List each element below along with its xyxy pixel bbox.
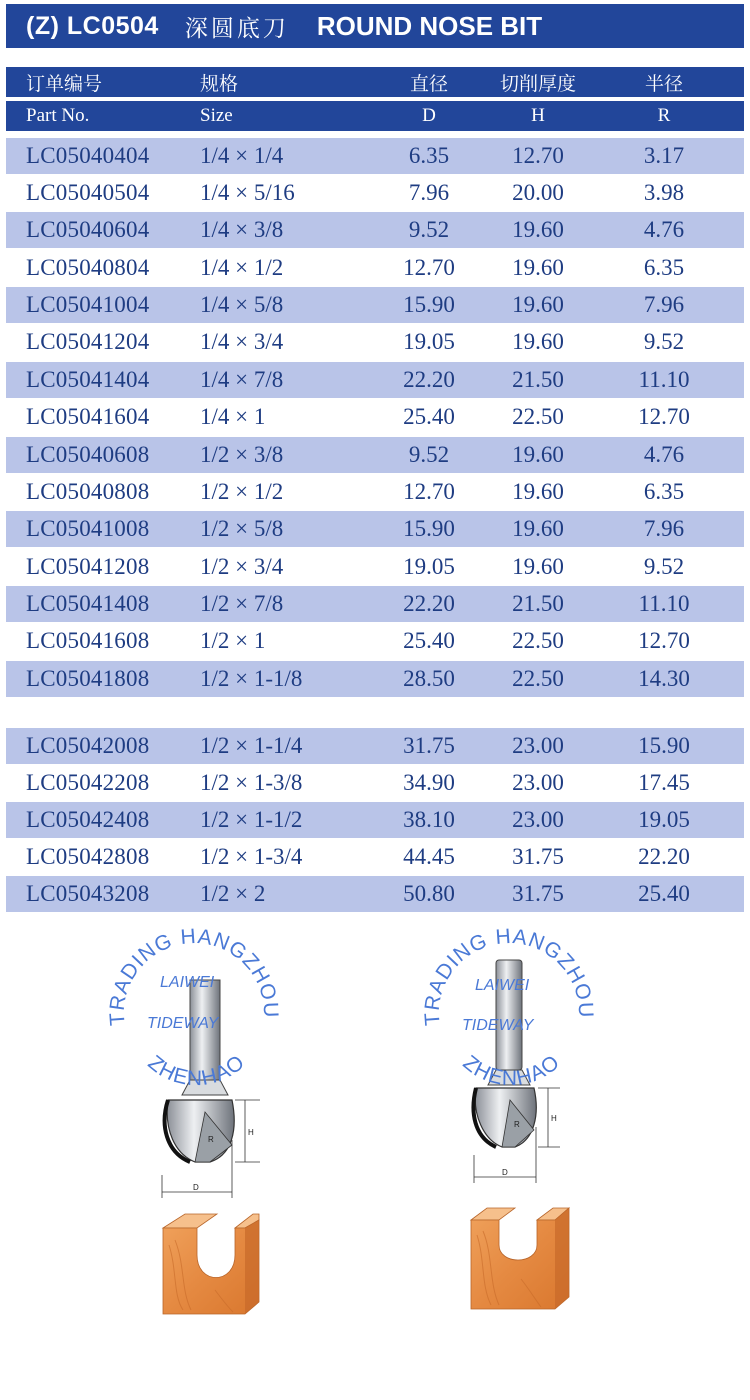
cutting-height: 23.00 [512, 807, 564, 832]
radius: 22.20 [638, 844, 690, 869]
radius: 6.35 [643, 479, 685, 504]
radius: 9.52 [643, 329, 685, 354]
cutting-height: 19.60 [512, 554, 564, 579]
radius: 11.10 [638, 367, 690, 392]
cutting-height: 19.60 [512, 442, 564, 467]
diameter: 12.70 [403, 255, 455, 280]
radius: 3.17 [643, 143, 685, 168]
size: 1/4 × 5/8 [200, 292, 284, 317]
diameter: 22.20 [403, 591, 455, 616]
part-number: LC05041008 [26, 516, 150, 541]
watermark-seal [105, 920, 285, 1100]
part-number: LC05041004 [26, 292, 150, 317]
table-row [6, 765, 744, 801]
part-number: LC05042408 [26, 807, 150, 832]
wood-profile [465, 1205, 575, 1313]
cutting-height: 22.50 [512, 666, 564, 691]
size: 1/4 × 1 [200, 404, 266, 429]
radius: 14.30 [638, 666, 690, 691]
table-row [6, 839, 744, 875]
product-code: (Z) LC0504 [26, 11, 159, 40]
radius: 12.70 [638, 404, 690, 429]
table-header-en [6, 101, 744, 131]
table-row [6, 362, 744, 398]
diameter: 22.20 [403, 367, 455, 392]
diameter: 12.70 [403, 479, 455, 504]
wood-top-left [163, 1214, 217, 1228]
r-label: R [514, 1120, 520, 1129]
part-number: LC05041404 [26, 367, 150, 392]
table-row [6, 623, 744, 659]
diameter: 19.05 [403, 329, 455, 354]
cutting-height: 23.00 [512, 770, 564, 795]
size: 1/2 × 2 [200, 881, 266, 906]
header-part-en: Part No. [26, 105, 90, 126]
part-number: LC05042008 [26, 733, 150, 758]
table-row [6, 511, 744, 547]
table-row [6, 437, 744, 473]
d-label: D [193, 1183, 199, 1192]
diameter: 6.35 [408, 143, 450, 168]
diameter: 15.90 [403, 516, 455, 541]
header-size-en: Size [200, 105, 233, 126]
table-row [6, 250, 744, 286]
radius: 25.40 [638, 881, 690, 906]
header-h-cn: 切削厚度 [499, 72, 576, 95]
radius: 7.96 [643, 292, 685, 317]
cutting-height: 19.60 [512, 255, 564, 280]
size: 1/2 × 5/8 [200, 516, 284, 541]
wood-block-body [471, 1208, 569, 1309]
table-row [6, 287, 744, 323]
part-number: LC05040804 [26, 255, 150, 280]
diameter: 31.75 [403, 733, 455, 758]
size: 1/4 × 3/4 [200, 329, 284, 354]
radius: 7.96 [643, 516, 685, 541]
radius: 12.70 [638, 628, 690, 653]
diameter: 28.50 [403, 666, 455, 691]
header-h-en: H [531, 105, 545, 126]
radius: 17.45 [638, 770, 690, 795]
table-row [6, 802, 744, 838]
wood-block-body [163, 1220, 259, 1314]
radius: 4.76 [643, 442, 685, 467]
header-r-en: R [657, 105, 671, 126]
size: 1/2 × 3/4 [200, 554, 284, 579]
table-row [6, 212, 744, 248]
cutting-height: 19.60 [512, 292, 564, 317]
title-bar [6, 4, 744, 48]
cutting-height: 19.60 [512, 516, 564, 541]
table-header-cn [6, 67, 744, 97]
part-number: LC05041204 [26, 329, 150, 354]
cutting-height: 22.50 [512, 404, 564, 429]
size: 1/2 × 7/8 [200, 591, 284, 616]
size: 1/2 × 1 [200, 628, 266, 653]
diameter: 25.40 [403, 628, 455, 653]
diameter: 15.90 [403, 292, 455, 317]
part-number: LC05040604 [26, 217, 150, 242]
wood-side-face [245, 1220, 259, 1314]
table-row [6, 661, 744, 697]
cutting-height: 12.70 [512, 143, 564, 168]
size: 1/2 × 3/8 [200, 442, 284, 467]
radius: 4.76 [643, 217, 685, 242]
product-name-cn: 深圆底刀 [184, 15, 289, 42]
radius: 3.98 [643, 180, 685, 205]
size: 1/2 × 1-1/8 [200, 666, 303, 691]
table-row [6, 549, 744, 585]
product-name-en: ROUND NOSE BIT [316, 10, 543, 41]
diameter: 9.52 [408, 217, 450, 242]
cutting-height: 19.60 [512, 479, 564, 504]
header-size-cn: 规格 [200, 72, 239, 95]
size: 1/4 × 1/2 [200, 255, 284, 280]
size: 1/4 × 5/16 [200, 180, 295, 205]
header-d-cn: 直径 [409, 72, 448, 95]
cutting-height: 19.60 [512, 217, 564, 242]
header-d-en: D [422, 105, 436, 126]
size: 1/2 × 1-3/8 [200, 770, 303, 795]
part-number: LC05041408 [26, 591, 150, 616]
cutting-height: 20.00 [512, 180, 564, 205]
size: 1/2 × 1-1/4 [200, 733, 303, 758]
part-number: LC05042208 [26, 770, 150, 795]
cutting-height: 22.50 [512, 628, 564, 653]
part-number: LC05041608 [26, 628, 150, 653]
cutting-height: 21.50 [512, 367, 564, 392]
diameter: 44.45 [403, 844, 455, 869]
d-label: D [502, 1168, 508, 1177]
part-number: LC05041808 [26, 666, 150, 691]
radius: 15.90 [638, 733, 690, 758]
part-number: LC05040504 [26, 180, 150, 205]
part-number: LC05041208 [26, 554, 150, 579]
table-row [6, 138, 744, 174]
diameter: 50.80 [403, 881, 455, 906]
table-row [6, 175, 744, 211]
size: 1/4 × 3/8 [200, 217, 284, 242]
table-row [6, 399, 744, 435]
part-number: LC05041604 [26, 404, 150, 429]
h-label: H [248, 1128, 254, 1137]
size: 1/2 × 1-1/2 [200, 807, 303, 832]
cutting-height: 23.00 [512, 733, 564, 758]
watermark-ring-bottom: ZHENHAO [143, 1050, 250, 1091]
cutting-height: 31.75 [512, 844, 564, 869]
header-r-cn: 半径 [644, 72, 683, 95]
watermark-line-1: LAIWEI [475, 977, 530, 994]
watermark-ring-top: TRADING HANGZHOU [420, 924, 598, 1027]
part-number: LC05043208 [26, 881, 150, 906]
watermark-line-2: TIDEWAY [462, 1017, 534, 1034]
table-row [6, 876, 744, 912]
table-row [6, 728, 744, 764]
diameter: 19.05 [403, 554, 455, 579]
size: 1/4 × 7/8 [200, 367, 284, 392]
radius: 9.52 [643, 554, 685, 579]
part-number: LC05040404 [26, 143, 150, 168]
table-row [6, 324, 744, 360]
watermark-line-1: LAIWEI [160, 974, 215, 991]
size: 1/4 × 1/4 [200, 143, 284, 168]
watermark-line-2: TIDEWAY [147, 1015, 219, 1032]
cutting-height: 31.75 [512, 881, 564, 906]
radius: 11.10 [638, 591, 690, 616]
watermark-ring-bottom: ZHENHAO [458, 1050, 565, 1091]
r-label: R [208, 1135, 214, 1144]
diameter: 34.90 [403, 770, 455, 795]
wood-profile [155, 1210, 265, 1318]
wood-side-face [555, 1208, 569, 1309]
radius: 6.35 [643, 255, 685, 280]
watermark-ring-top: TRADING HANGZHOU [105, 924, 283, 1027]
table-row [6, 586, 744, 622]
diameter: 9.52 [408, 442, 450, 467]
watermark-seal [420, 920, 600, 1100]
radius: 19.05 [638, 807, 690, 832]
h-label: H [551, 1114, 557, 1123]
wood-top-left [471, 1208, 515, 1220]
size: 1/2 × 1/2 [200, 479, 284, 504]
part-number: LC05042808 [26, 844, 150, 869]
size: 1/2 × 1-3/4 [200, 844, 303, 869]
part-number: LC05040808 [26, 479, 150, 504]
part-number: LC05040608 [26, 442, 150, 467]
diameter: 38.10 [403, 807, 455, 832]
diameter: 7.96 [408, 180, 450, 205]
header-part-cn: 订单编号 [26, 72, 103, 95]
cutting-height: 19.60 [512, 329, 564, 354]
cutting-height: 21.50 [512, 591, 564, 616]
diameter: 25.40 [403, 404, 455, 429]
table-row [6, 474, 744, 510]
